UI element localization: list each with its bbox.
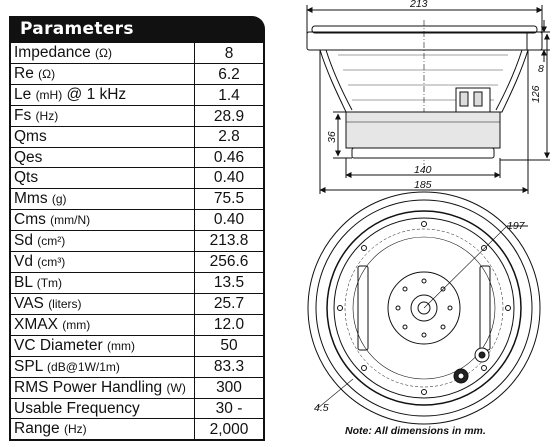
parameter-row — [10, 209, 264, 230]
parameter-value: 50 — [195, 335, 265, 356]
dim-bolt-circle: 197 — [507, 220, 525, 232]
parameter-unit: (liters) — [48, 296, 82, 311]
parameter-label: XMAX — [14, 315, 58, 333]
parameter-label-cell — [10, 106, 195, 127]
parameter-value: 6.2 — [195, 64, 265, 85]
parameter-row — [10, 106, 264, 127]
parameter-label: VAS — [14, 294, 44, 312]
parameters-panel — [9, 16, 265, 441]
parameter-value: 0.40 — [195, 168, 265, 189]
parameter-label: Usable Frequency — [14, 400, 140, 418]
parameter-unit: (cm²) — [37, 233, 66, 248]
parameter-label: SPL — [14, 357, 43, 375]
parameter-label: Fs — [14, 107, 32, 124]
parameter-row — [10, 293, 264, 314]
parameter-row — [10, 314, 264, 335]
parameter-label-cell — [10, 398, 195, 419]
parameter-unit: (mm) — [62, 317, 91, 332]
parameter-label-cell — [10, 209, 195, 230]
parameter-label: BL — [14, 273, 33, 291]
parameter-label-cell — [10, 419, 195, 441]
parameter-row — [10, 251, 264, 272]
parameter-label-cell — [10, 314, 195, 335]
parameter-row — [10, 335, 264, 356]
parameter-value: 1.4 — [195, 85, 265, 106]
parameter-label: Impedance — [14, 44, 91, 61]
dim-cutout-diameter: 185 — [414, 179, 432, 191]
parameter-label-cell — [10, 147, 195, 168]
parameter-value: 28.9 — [195, 106, 265, 127]
parameter-label-cell — [10, 127, 195, 148]
parameter-row — [10, 188, 264, 209]
parameter-value: 75.5 — [195, 188, 265, 209]
parameter-label-cell — [10, 251, 195, 272]
parameter-value: 256.6 — [195, 251, 265, 272]
parameter-value: 0.46 — [195, 147, 265, 168]
parameter-row — [10, 42, 264, 64]
parameter-label: VC Diameter — [14, 336, 103, 354]
dim-flange-thickness: 8 — [538, 63, 544, 75]
parameter-label-cell — [10, 230, 195, 251]
parameter-label-cell — [10, 168, 195, 189]
parameter-row — [10, 127, 264, 148]
dim-magnet-height: 36 — [326, 131, 338, 143]
parameter-label-cell — [10, 335, 195, 356]
parameter-label-cell — [10, 64, 195, 85]
parameter-unit: (Hz) — [64, 422, 87, 437]
parameter-unit: (Ω) — [38, 67, 56, 81]
parameter-label: RMS Power Handling — [14, 378, 163, 396]
parameter-label-cell — [10, 188, 195, 209]
parameter-unit: (W) — [166, 380, 186, 395]
parameter-value: 213.8 — [195, 230, 265, 251]
parameter-value: 12.0 — [195, 314, 265, 335]
parameter-unit: (dB@1W/1m) — [47, 359, 120, 374]
parameter-row — [10, 398, 264, 419]
parameter-unit: (mm) — [107, 338, 136, 353]
parameter-row — [10, 64, 264, 85]
parameter-row — [10, 85, 264, 106]
parameter-row — [10, 272, 264, 293]
parameter-label-cell — [10, 356, 195, 377]
parameter-unit: (Tm) — [36, 275, 63, 290]
parameter-value: 13.5 — [195, 272, 265, 293]
dim-depth: 126 — [530, 85, 542, 103]
parameter-label: Qms — [14, 128, 47, 146]
parameter-label: Sd — [14, 231, 33, 249]
parameter-unit: (mH) — [35, 88, 63, 102]
parameter-row — [10, 419, 264, 441]
parameters-table — [9, 41, 265, 441]
parameter-unit: (cm³) — [37, 254, 66, 269]
parameter-row — [10, 168, 264, 189]
parameter-row — [10, 356, 264, 377]
parameter-label: Range — [14, 420, 60, 438]
dim-hole-diameter: 4.5 — [314, 402, 329, 414]
parameter-label-cell — [10, 85, 195, 106]
parameter-label-cell — [10, 42, 195, 64]
parameter-value: 2,000 — [195, 419, 265, 441]
parameter-row — [10, 147, 264, 168]
parameter-label: Le — [14, 86, 32, 103]
parameter-label-cell — [10, 377, 195, 398]
parameter-value: 25.7 — [195, 293, 265, 314]
parameter-suffix: @ 1 kHz — [62, 86, 127, 103]
parameter-row — [10, 377, 264, 398]
parameter-label: Cms — [14, 210, 46, 228]
front-view — [308, 192, 540, 424]
parameter-row — [10, 230, 264, 251]
parameter-label-cell — [10, 272, 195, 293]
parameter-value: 2.8 — [195, 127, 265, 148]
parameter-label: Mms — [14, 189, 48, 207]
parameter-unit: (Ω) — [95, 46, 112, 60]
parameter-label: Vd — [14, 252, 33, 270]
parameter-label: Qts — [14, 169, 39, 187]
parameter-label: Re — [14, 65, 34, 82]
dimensions-note: Note: All dimensions in mm. — [345, 425, 486, 437]
parameter-value: 83.3 — [195, 356, 265, 377]
parameters-title: Parameters — [9, 16, 265, 41]
parameter-label-cell — [10, 293, 195, 314]
parameter-value: 30 - — [195, 398, 265, 419]
parameter-value: 300 — [195, 377, 265, 398]
speaker-technical-drawing — [298, 0, 552, 442]
parameter-unit: (mm/N) — [50, 212, 91, 227]
dim-overall-width: 213 — [410, 0, 428, 10]
parameter-unit: (Hz) — [35, 109, 59, 123]
speaker-drawing — [298, 0, 552, 442]
parameter-value: 0.40 — [195, 209, 265, 230]
parameter-unit: (g) — [51, 191, 67, 206]
parameter-value: 8 — [195, 42, 265, 64]
dim-magnet-diameter: 140 — [414, 164, 432, 176]
parameter-label: Qes — [14, 148, 43, 166]
